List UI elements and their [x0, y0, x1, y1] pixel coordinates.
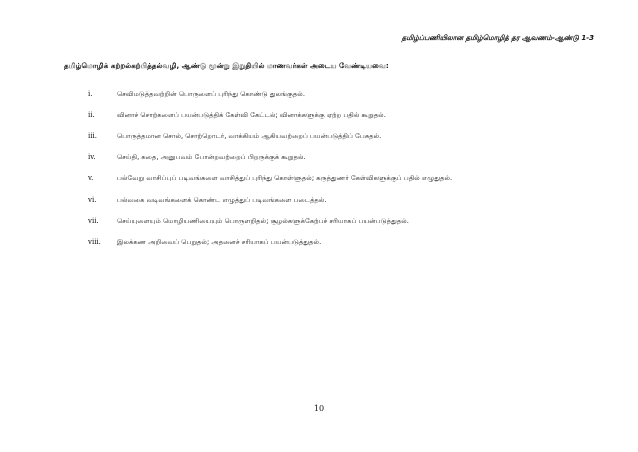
- item-number: i.: [88, 90, 93, 98]
- item-text: பொருத்தமான சொல், சொற்றொடர், வாக்கியம் ஆகியவற்றைப் பயன்படுத்திப் பேசுதல்.: [117, 132, 382, 140]
- item-number: v.: [88, 174, 94, 182]
- running-header: தமிழ்ப்பணியிலான தமிழ்மொழித் தர ஆவணம்-ஆண்டு 1-3: [401, 34, 594, 42]
- section-heading: தமிழ்மொழிக் கற்றல்கற்பித்தல்வழி, ஆண்டு மூன்று இறுதியில் மாணவர்கள் அடைய வேண்டியவை:: [64, 61, 389, 70]
- item-text: வினாச் சொற்களைப் பயன்படுத்திக் கேள்வி கேட்டல்; வினாக்களுக்கு ஏற்ற பதில் கூறுதல்.: [117, 111, 386, 119]
- item-text: பல்வகை வடிவங்களைக் கொண்ட எழுத்துப் படிவங்களை படைத்தல்.: [117, 196, 327, 204]
- item-number: viii.: [88, 238, 101, 246]
- item-number: iv.: [88, 153, 96, 161]
- item-number: iii.: [88, 132, 97, 140]
- item-text: பல்வேறு வாசிப்புப் படிவங்களை வாசித்துப் புரிந்து கொள்ளுதல்; கருத்துணர் கேள்விகளுக்குப் பதில் எழுதுதல்.: [117, 174, 453, 182]
- item-text: செவிமடுத்தவற்றின் பொருளைப் புரிந்து கொண்டு துலங்குதல்.: [117, 90, 305, 98]
- item-number: vii.: [88, 217, 99, 225]
- item-number: ii.: [88, 111, 95, 119]
- item-text: இலக்கண அறிவைப் பெறுதல்; அதனைச் சரியாகப் பயன்படுத்துதல்.: [117, 238, 322, 246]
- page-number: 10: [313, 404, 325, 413]
- item-number: vi.: [88, 196, 97, 204]
- item-text: செய்தி, கதை, அனுபவம் போன்றவற்றைப் பிறருக்குக் கூறுதல்.: [117, 153, 306, 161]
- item-text: செய்யுளையும் மொழியணியையும் பொருளறிதல்; சூழல்களுக்கேற்பச் சரியாகப் பயன்படுத்துதல்.: [117, 217, 409, 225]
